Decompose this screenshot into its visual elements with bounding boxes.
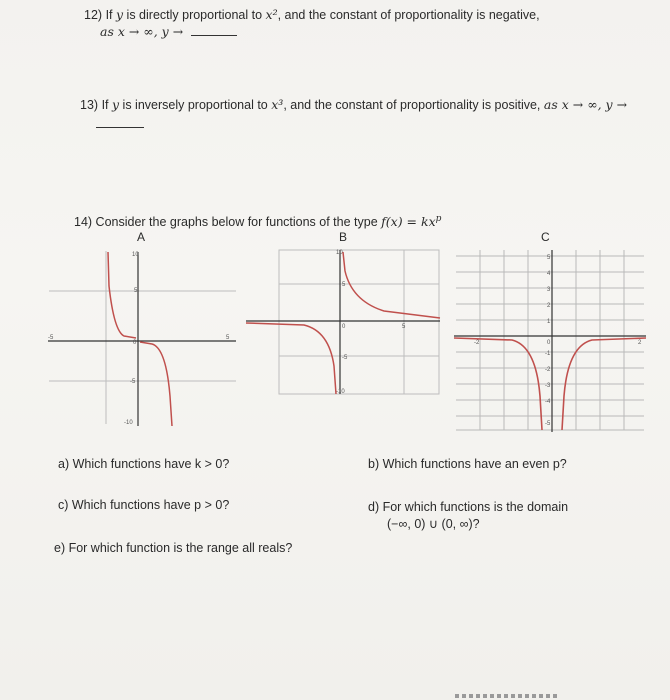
q14-formula-exponent: p xyxy=(435,214,442,224)
graph-c-tick-y: 5 xyxy=(547,255,551,261)
question-number: 13) xyxy=(80,98,99,112)
q12-mid: is directly proportional to xyxy=(126,8,263,22)
graph-b-tick-y-top: 10 xyxy=(336,250,343,256)
graph-c-tick-y: -1 xyxy=(545,351,551,357)
graph-b-tick-y-neg: -5 xyxy=(342,355,348,361)
graph-b-tick-y-bot: -10 xyxy=(336,389,345,395)
q13-prefix: If xyxy=(101,98,109,112)
graph-c-tick-y: -4 xyxy=(545,399,551,405)
footer-cutoff-text xyxy=(455,690,560,698)
q14-text: 14) Consider the graphs below for functions of the type xyxy=(74,215,378,230)
question-12-line1 xyxy=(84,7,540,22)
answer-blank-12[interactable] xyxy=(191,34,237,36)
graph-c-tick-y: 2 xyxy=(547,303,551,309)
graph-a-curve-left xyxy=(108,252,136,338)
q12-var-y: y xyxy=(116,7,124,22)
graph-c-tick-y: 3 xyxy=(547,287,551,293)
graph-b-tick-origin: 0 xyxy=(342,324,346,330)
graph-a-tick-y-top: 10 xyxy=(132,252,139,258)
graph-a-curve-right xyxy=(140,342,172,426)
graph-b-tick-y-mid: 5 xyxy=(342,282,346,288)
graph-c-tick-y: -5 xyxy=(545,421,551,427)
graph-c-tick-y: 4 xyxy=(547,271,551,277)
question-13-line1 xyxy=(80,97,627,112)
question-14a: a) Which functions have k > 0? xyxy=(58,457,230,471)
question-14d-line2: (−∞, 0) ∪ (0, ∞)? xyxy=(387,517,480,531)
graph-a-tick-origin: 0 xyxy=(133,340,137,346)
q13-limit-text: as x → ∞, y → xyxy=(543,97,628,112)
graph-b-curve-right xyxy=(343,252,440,318)
q14-formula: f(x) = kx xyxy=(381,214,436,230)
graph-a-tick-x-left: -5 xyxy=(48,335,54,341)
graph-label-c: C xyxy=(541,230,550,244)
graph-a-tick-x-right: 5 xyxy=(226,335,230,341)
q12-suffix: , and the constant of proportionality is negative, xyxy=(277,8,540,22)
graph-a xyxy=(44,246,240,430)
q13-suffix: , and the constant of proportionality is positive, xyxy=(283,98,541,112)
graph-b-grid xyxy=(279,250,439,394)
graph-b-curve-left xyxy=(246,323,336,394)
graph-c-tick-y: 0 xyxy=(547,340,551,346)
q12-prefix: If xyxy=(105,8,113,22)
graph-a-tick-y-neg: -5 xyxy=(130,379,136,385)
graph-c xyxy=(452,246,648,432)
graph-c-tick-x-right: 2 xyxy=(638,340,642,346)
graph-b xyxy=(244,246,444,396)
question-14e: e) For which function is the range all reals? xyxy=(54,541,293,555)
q13-var-y: y xyxy=(112,97,120,112)
q13-mid: is inversely proportional to xyxy=(122,98,268,112)
q12-limit-text: as x → ∞, y → xyxy=(100,24,184,39)
graph-c-tick-x-left: -2 xyxy=(474,340,480,346)
graph-label-b: B xyxy=(339,230,348,244)
question-14c: c) Which functions have p > 0? xyxy=(58,498,230,512)
answer-blank-13[interactable] xyxy=(96,126,144,128)
question-12-line2 xyxy=(100,24,237,39)
graph-label-a: A xyxy=(137,230,146,244)
graph-a-tick-y-pos: 5 xyxy=(134,288,138,294)
q12-var-x2: x² xyxy=(265,7,278,22)
graph-c-tick-y: 1 xyxy=(547,319,551,325)
graph-b-tick-x-right: 5 xyxy=(402,324,406,330)
question-number: 12) xyxy=(84,8,103,22)
question-13-line2 xyxy=(96,117,144,131)
graph-a-grid xyxy=(49,251,236,424)
question-14-text xyxy=(74,214,441,229)
q13-var-x3: x³ xyxy=(271,97,284,112)
question-14d-line1: d) For which functions is the domain xyxy=(368,500,569,514)
question-14b: b) Which functions have an even p? xyxy=(368,457,567,471)
graph-a-tick-y-bot: -10 xyxy=(124,420,133,426)
graph-c-tick-y: -2 xyxy=(545,367,551,373)
graph-c-tick-y: -3 xyxy=(545,383,551,389)
